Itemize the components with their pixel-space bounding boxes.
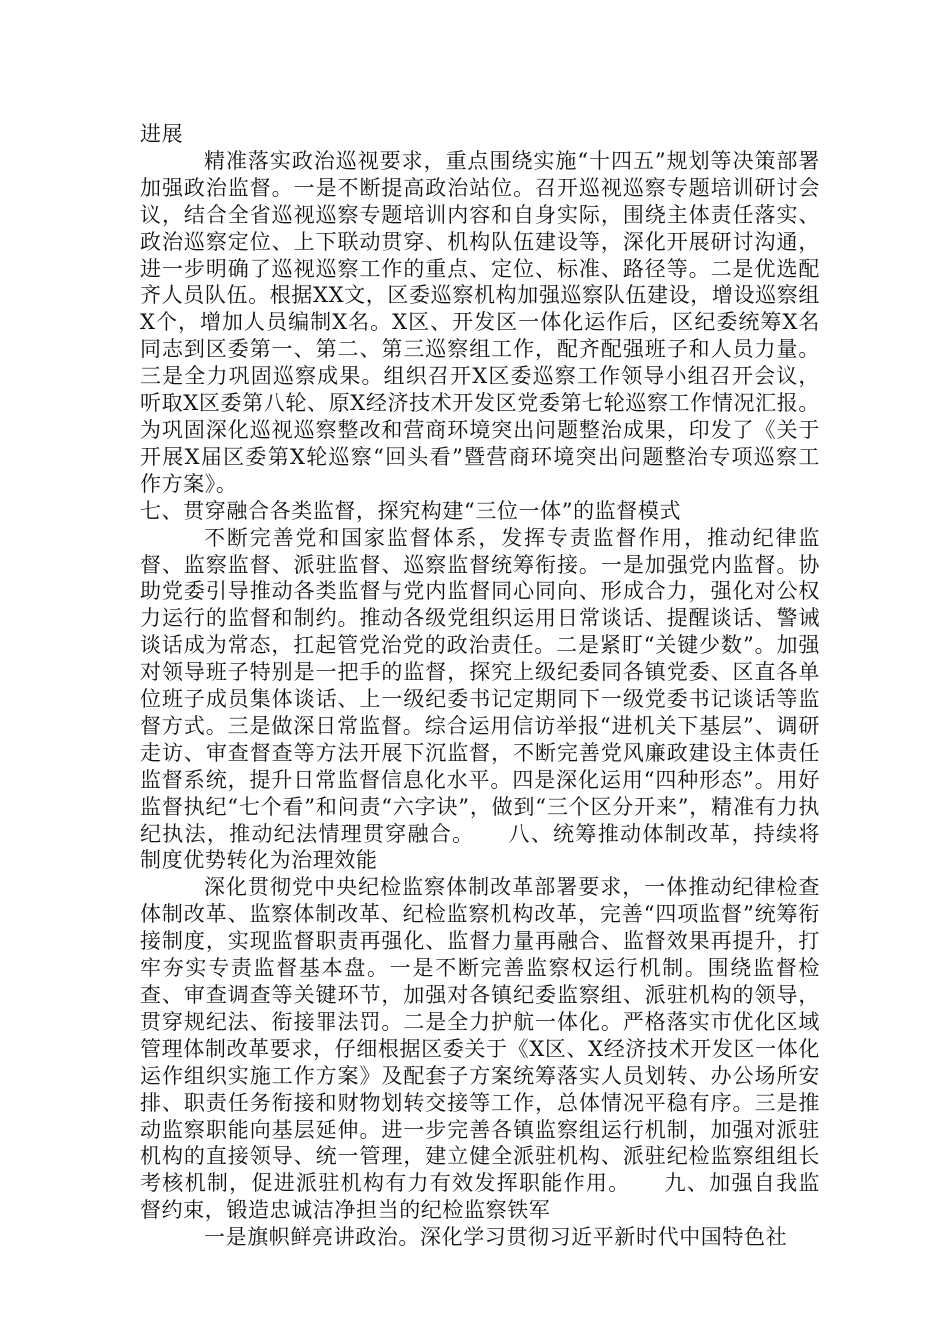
paragraph-self-supervision: 一是旗帜鲜亮讲政治。深化学习贯彻习近平新时代中国特色社 [204,1225,788,1250]
document-body [140,121,820,1251]
paragraph-system-reform: 深化贯彻党中央纪检监察体制改革部署要求，一体推动纪律检查体制改革、监察体制改革、纪检监察机构改革，完善“四项监督”统筹衔接制度，实现监督职责再强化、监督力量再融合、监督效果再提升，打牢夯实专责监督基本盘。一是不断完善监察权运行机制。围绕监督检查、审查调查等关键环节，加强对各镇纪委监察组、派驻机构的领导，贯穿规纪法、衔接罪法罚。二是全力护航一体化。严格落实市优化区域管理体制改革要求，仔细根据区委关于《X区、X经济技术开发区一体化运作组织实施工作方案》及配套子方案统筹落实人员划转、办公场所安排、职责任务衔接和财物划转交接等工作，总体情况平稳有序。三是推动监察职能向基层延伸。进一步完善各镇监察组运行机制，加强对派驻机构的直接领导、统一管理，建立健全派驻机构、派驻纪检监察组组长考核机制，促进派驻机构有力有效发挥职能作用。 九、加强自我监督约束，锻造忠诚洁净担当的纪检监察铁军 [140,875,820,1223]
section-heading-seven: 七、贯穿融合各类监督，探究构建“三位一体”的监督模式 [140,498,682,523]
paragraph-political-inspection: 精准落实政治巡视要求，重点围绕实施“十四五”规划等决策部署加强政治监督。一是不断提高政治站位。召开巡视巡察专题培训研讨会议，结合全省巡视巡察专题培训内容和自身实际，围绕主体责任落实、政治巡察定位、上下联动贯穿、机构队伍建设等，深化开展研讨沟通，进一步明确了巡视巡察工作的重点、定位、标准、路径等。二是优选配齐人员队伍。根据XX文，区委巡察机构加强巡察队伍建设，增设巡察组X个，增加人员编制X名。X区、开发区一体化运作后，区纪委统筹X名同志到区委第一、第二、第三巡察组工作，配齐配强班子和人员力量。三是全力巩固巡察成果。组织召开X区委巡察工作领导小组召开会议，听取X区委第八轮、原X经济技术开发区党委第七轮巡察工作情况汇报。为巩固深化巡视巡察整改和营商环境突出问题整治成果，印发了《关于开展X届区委第X轮巡察“回头看”暨营商环境突出问题整治专项巡察工作方案》。 [140,148,820,496]
paragraph-supervision-system: 不断完善党和国家监督体系，发挥专责监督作用，推动纪律监督、监察监督、派驻监督、巡察监督统筹衔接。一是加强党内监督。协助党委引导推动各类监督与党内监督同心同向、形成合力，强化对公权力运行的监督和制约。推动各级党组织运用日常谈话、提醒谈话、警诫谈话成为常态，扛起管党治党的政治责任。二是紧盯“关键少数”。加强对领导班子特别是一把手的监督，探究上级纪委同各镇党委、区直各单位班子成员集体谈话、上一级纪委书记定期同下一级党委书记谈话等监督方式。三是做深日常监督。综合运用信访举报“进机关下基层”、调研走访、审查督查等方法开展下沉监督，不断完善党风廉政建设主体责任监督系统，提升日常监督信息化水平。四是深化运用“四种形态”。用好监督执纪“七个看”和问责“六字诀”，做到“三个区分开来”，精准有力执纪执法，推动纪法情理贯穿融合。 八、统筹推动体制改革，持续将制度优势转化为治理效能 [140,525,820,873]
lead-fragment: 进展 [140,122,184,146]
